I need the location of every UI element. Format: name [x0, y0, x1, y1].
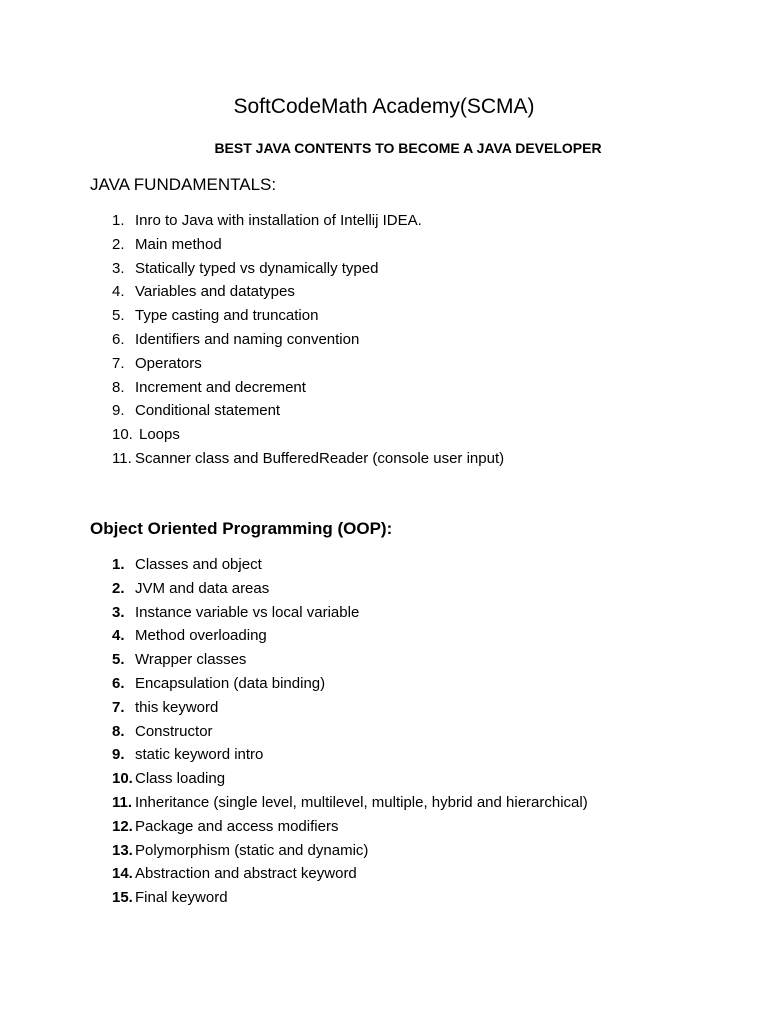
fundamentals-list	[0, 209, 700, 471]
item-number: 13.	[112, 841, 133, 859]
oop-heading: Object Oriented Programming (OOP):	[90, 519, 393, 538]
list-item	[0, 376, 700, 400]
item-number: 4.	[112, 627, 125, 645]
item-number: 7.	[112, 698, 125, 716]
list-item	[0, 257, 700, 281]
item-text: Increment and decrement	[135, 378, 306, 396]
item-number: 11.	[112, 449, 132, 467]
list-item	[0, 720, 700, 744]
item-text: Package and access modifiers	[135, 817, 339, 835]
list-item	[0, 601, 700, 625]
list-item	[0, 648, 700, 672]
item-text: Main method	[135, 235, 222, 253]
item-number: 9.	[112, 402, 125, 420]
list-item	[0, 304, 700, 328]
list-item	[0, 839, 700, 863]
item-text: Constructor	[135, 722, 213, 740]
item-text: Final keyword	[135, 889, 228, 907]
item-text: Inheritance (single level, multilevel, multiple, hybrid and hierarchical)	[135, 793, 588, 811]
item-text: JVM and data areas	[135, 579, 270, 597]
list-item	[0, 791, 700, 815]
item-number: 12.	[112, 817, 133, 835]
fundamentals-heading: JAVA FUNDAMENTALS:	[90, 175, 277, 194]
list-item	[0, 209, 700, 233]
item-text: Instance variable vs local variable	[135, 603, 360, 621]
item-number: 1.	[112, 212, 125, 229]
list-item	[0, 767, 700, 791]
item-number: 10.	[112, 426, 133, 444]
list-item	[0, 862, 700, 886]
item-text: static keyword intro	[135, 746, 264, 764]
list-item	[0, 399, 700, 423]
oop-list	[0, 553, 700, 910]
item-number: 8.	[112, 378, 125, 396]
item-text: Statically typed vs dynamically typed	[135, 259, 379, 277]
list-item	[0, 577, 700, 601]
item-number: 1.	[112, 556, 125, 573]
item-number: 9.	[112, 746, 125, 764]
item-number: 10.	[112, 770, 133, 788]
list-item	[0, 815, 700, 839]
item-text: Identifiers and naming convention	[135, 330, 360, 348]
item-text: this keyword	[135, 698, 219, 716]
item-number: 11.	[112, 793, 133, 811]
item-text: Type casting and truncation	[135, 307, 319, 325]
item-number: 3.	[112, 603, 125, 621]
list-item	[0, 886, 700, 910]
item-number: 4.	[112, 283, 125, 301]
item-number: 5.	[112, 307, 125, 325]
item-text: Loops	[139, 426, 180, 444]
document-subtitle: BEST JAVA CONTENTS TO BECOME A JAVA DEVELOPER	[214, 140, 602, 156]
list-item	[0, 280, 700, 304]
item-number: 6.	[112, 330, 125, 348]
list-item	[0, 696, 700, 720]
item-text: Inro to Java with installation of Intellij IDEA.	[135, 212, 422, 229]
item-number: 3.	[112, 259, 125, 277]
item-text: Method overloading	[135, 627, 267, 645]
item-text: Conditional statement	[135, 402, 281, 420]
item-number: 7.	[112, 354, 125, 372]
item-text: Encapsulation (data binding)	[135, 674, 326, 692]
item-text: Class loading	[135, 770, 226, 788]
item-text: Abstraction and abstract keyword	[135, 865, 357, 883]
item-number: 2.	[112, 235, 125, 253]
list-item	[0, 352, 700, 376]
document-title: SoftCodeMath Academy(SCMA)	[233, 95, 535, 118]
item-number: 14.	[112, 865, 133, 883]
item-text: Operators	[135, 354, 202, 372]
item-text: Classes and object	[135, 556, 262, 573]
list-item	[0, 328, 700, 352]
item-number: 8.	[112, 722, 125, 740]
list-item	[0, 233, 700, 257]
item-text: Polymorphism (static and dynamic)	[135, 841, 369, 859]
list-item	[0, 743, 700, 767]
item-text: Variables and datatypes	[135, 283, 295, 301]
item-number: 5.	[112, 651, 125, 669]
list-item	[0, 423, 700, 447]
item-number: 2.	[112, 579, 125, 597]
item-text: Wrapper classes	[135, 651, 247, 669]
list-item	[0, 447, 700, 471]
item-text: Scanner class and BufferedReader (console user input)	[135, 449, 505, 467]
item-number: 15.	[112, 889, 133, 907]
item-number: 6.	[112, 674, 125, 692]
list-item	[0, 624, 700, 648]
list-item	[0, 672, 700, 696]
list-item	[0, 553, 700, 577]
